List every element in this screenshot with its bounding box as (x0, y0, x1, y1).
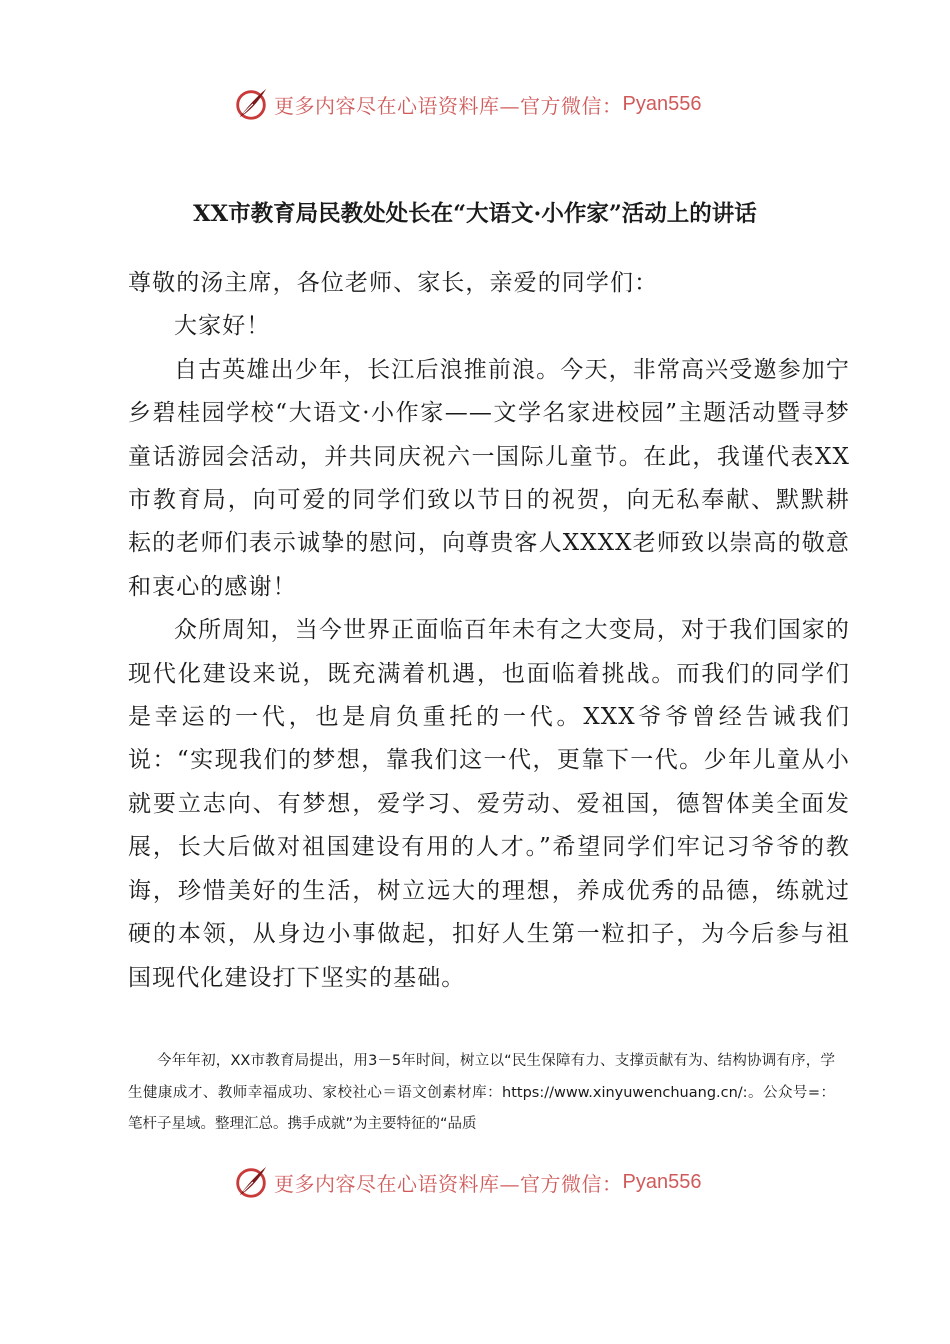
banner-text: 更多内容尽在心语资料库—官方微信： (274, 1171, 623, 1196)
document-title: XX市教育局民教处处长在“大语文·小作家”活动上的讲话 (193, 201, 757, 227)
quill-logo-icon (232, 1163, 270, 1201)
wechat-id: Pyan556 (622, 1170, 702, 1193)
body-paragraph: 众所周知，当今世界正面临百年未有之大变局，对于我们国家的现代化建设来说，既充满着机遇，也面临着挑战。而我们的同学们是幸运的一代，也是肩负重托的一代。XXX爷爷曾经告诫我们说：“实现我们的梦想，靠我们这一代，更靠下一代。少年儿童从小就要立志向、有梦想，爱学习、爱劳动、爱祖国，德智体美全面发展，长大后做对祖国建设有用的人才。”希望同学们牢记习爷爷的教诲，珍惜美好的生活，树立远大的理想，养成优秀的品德，练就过硬的本领，从身边小事做起，扣好人生第一粒扣子，为今后参与祖国现代化建设打下坚实的基础。 (128, 617, 850, 991)
document-body (128, 262, 850, 1000)
quill-logo-icon (232, 85, 270, 123)
wechat-id: Pyan556 (622, 92, 702, 115)
header-banner (232, 84, 701, 124)
greeting: 大家好！ (174, 313, 271, 340)
salutation: 尊敬的汤主席，各位老师、家长，亲爱的同学们： (128, 270, 659, 296)
small-paragraph: 今年年初，XX市教育局提出，用3－5年时间，树立以“民生保障有力、支撑贡献有为、结构协调有序，学生健康成才、教师幸福成功、家校社心＝语文创素材库：https://www.xinyuwenchuang.cn/:。公众号=：笔杆子星域。整理汇总。携手成就”为主要特征的“品质 (128, 1053, 835, 1132)
banner-text: 更多内容尽在心语资料库—官方微信： (274, 93, 623, 118)
footer-banner (232, 1162, 701, 1202)
body-paragraph: 自古英雄出少年，长江后浪推前浪。今天，非常高兴受邀参加宁乡碧桂园学校“大语文·小作家——文学名家进校园”主题活动暨寻梦童话游园会活动，并共同庆祝六一国际儿童节。在此，我谨代表XX市教育局，向可爱的同学们致以节日的祝贺，向无私奉献、默默耕耘的老师们表示诚挚的慰问，向尊贵客人XXXX老师致以崇高的敬意和衷心的感谢！ (128, 356, 850, 600)
